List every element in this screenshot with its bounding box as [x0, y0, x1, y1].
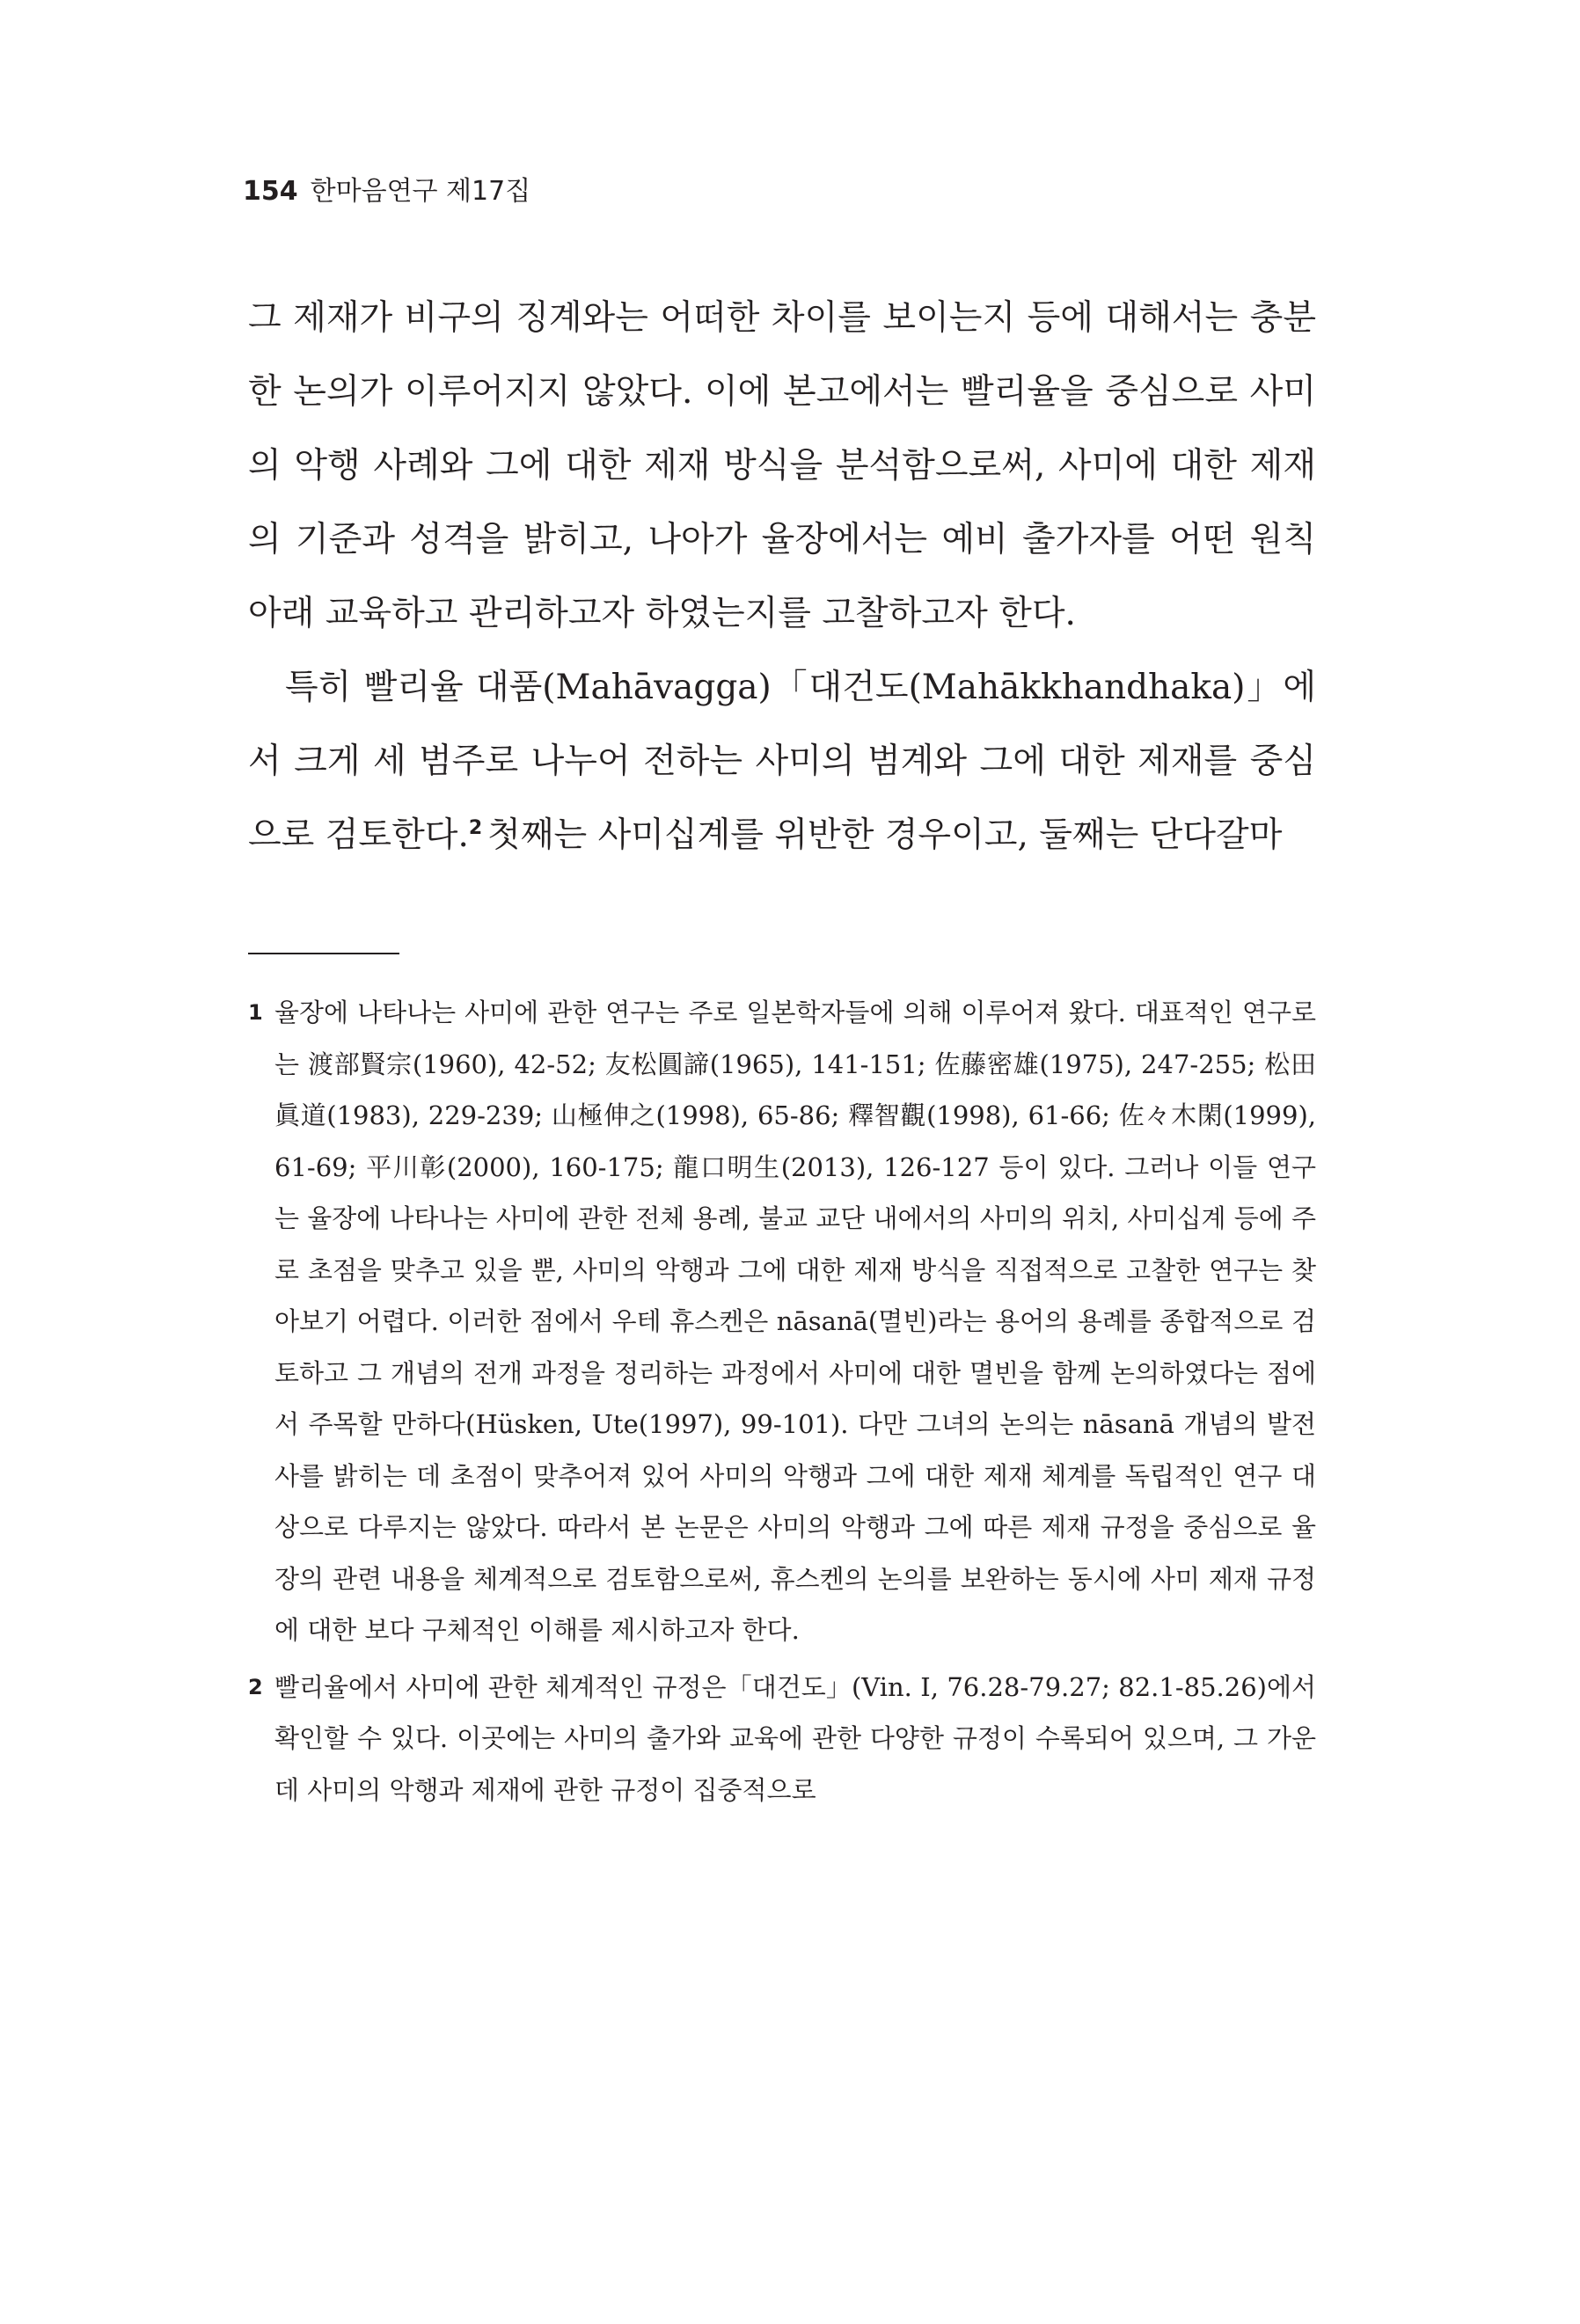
- footnotes: [248, 987, 1316, 1821]
- page-number: 154: [243, 176, 298, 207]
- footnote-number: 1: [248, 1000, 263, 1025]
- journal-title: 한마음연구 제17집: [310, 176, 531, 207]
- main-text: [248, 281, 1316, 873]
- footnote-separator: [248, 953, 399, 954]
- footnote-1: [248, 987, 1316, 1656]
- paragraph-1: 그 제재가 비구의 징계와는 어떠한 차이를 보이는지 등에 대해서는 충분한 논의가 이루어지지 않았다. 이에 본고에서는 빨리율을 중심으로 사미의 악행 사례와 그에 대한 제재 방식을 분석함으로써, 사미에 대한 제재의 기준과 성격을 밝히고, 나아가 율장에서는 예비 출가자를 어떤 원칙 아래 교육하고 관리하고자 하였는지를 고찰하고자 한다.: [248, 298, 1316, 633]
- paragraph-2-continuation: 첫째는 사미십계를 위반한 경우이고, 둘째는 단다갈마: [487, 815, 1283, 855]
- footnote-2: [248, 1662, 1316, 1816]
- paragraph-2: [248, 651, 1316, 873]
- running-head: [243, 172, 530, 211]
- footnote-text: 율장에 나타나는 사미에 관한 연구는 주로 일본학자들에 의해 이루어져 왔다. 대표적인 연구로는 渡部賢宗(1960), 42-52; 友松圓諦(1965), 141-151; 佐藤密雄(1975), 247-255; 松田眞道(1983), 229-239; 山極伸之(1998), 65-86; 釋智觀(1998), 61-66; 佐々木閑(1999), 61-69; 平川彰(2000), 160-175; 龍口明生(2013), 126-127 등이 있다. 그러나 이들 연구는 율장에 나타나는 사미에 관한 전체 용례, 불교 교단 내에서의 사미의 위치, 사미십계 등에 주로 초점을 맞추고 있을 뿐, 사미의 악행과 그에 대한 제재 방식을 직접적으로 고찰한 연구는 찾아보기 어렵다. 이러한 점에서 우테 휴스켄은 nāsanā(멸빈)라는 용어의 용례를 종합적으로 검토하고 그 개념의 전개 과정을 정리하는 과정에서 사미에 대한 멸빈을 함께 논의하였다는 점에서 주목할 만하다(Hüsken, Ute(1997), 99-101). 다만 그녀의 논의는 nāsanā 개념의 발전사를 밝히는 데 초점이 맞추어져 있어 사미의 악행과 그에 대한 제재 체계를 독립적인 연구 대상으로 다루지는 않았다. 따라서 본 논문은 사미의 악행과 그에 따른 제재 규정을 중심으로 율장의 관련 내용을 체계적으로 검토함으로써, 휴스켄의 논의를 보완하는 동시에 사미 제재 규정에 대한 보다 구체적인 이해를 제시하고자 한다.: [274, 998, 1317, 1645]
- footnote-text: 빨리율에서 사미에 관한 체계적인 규정은「대건도」(Vin. Ⅰ, 76.28-79.27; 82.1-85.26)에서 확인할 수 있다. 이곳에는 사미의 출가와 교육에 관한 다양한 규정이 수록되어 있으며, 그 가운데 사미의 악행과 제재에 관한 규정이 집중적으로: [274, 1671, 1316, 1805]
- paragraph-2-text: 특히 빨리율 대품(Mahāvagga)「대건도(Mahākkhandhaka)」에서 크게 세 범주로 나누어 전하는 사미의 범계와 그에 대한 제재를 중심으로 검토한다.: [248, 668, 1316, 855]
- footnote-number: 2: [248, 1674, 263, 1699]
- footnote-reference-2[interactable]: 2: [468, 817, 483, 839]
